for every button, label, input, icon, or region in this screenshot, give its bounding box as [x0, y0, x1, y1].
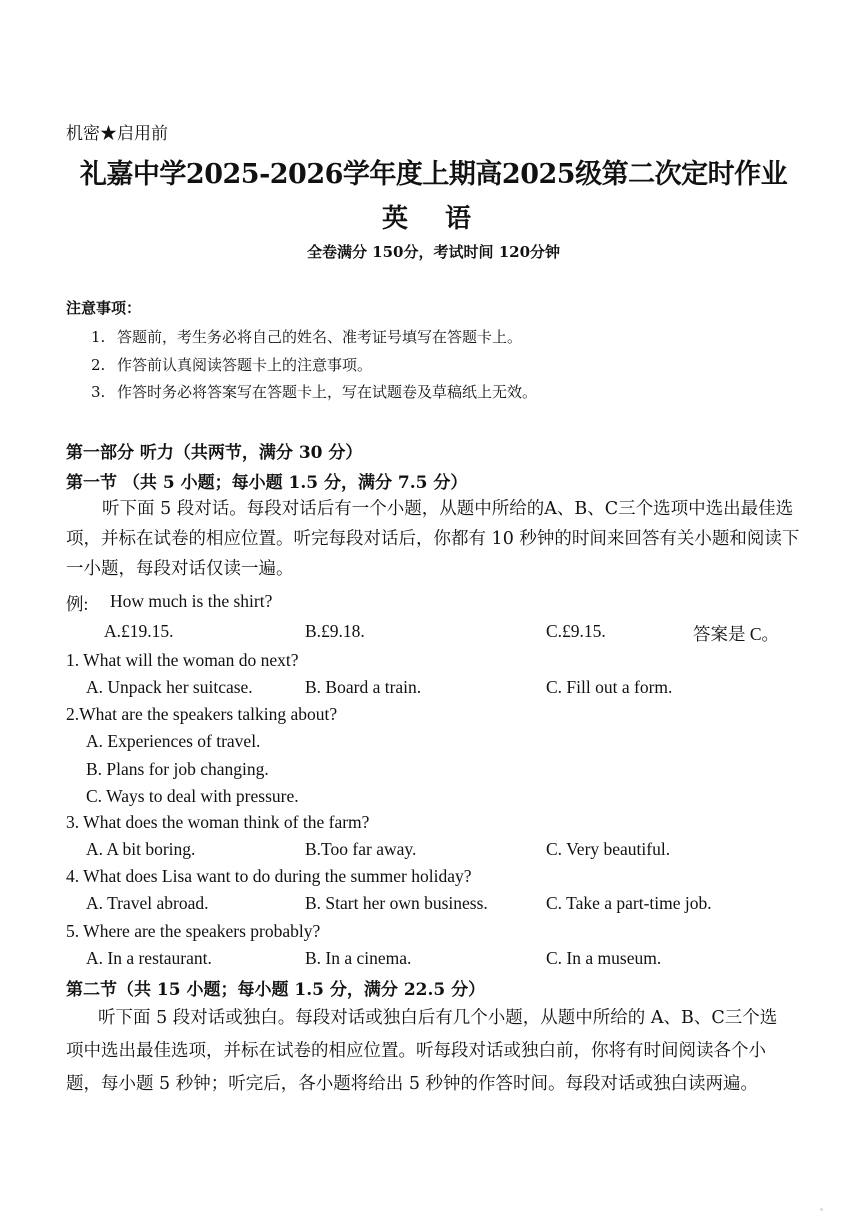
q5-option-a: A. In a restaurant.	[86, 948, 212, 968]
example-option-a: A.£19.15.	[104, 621, 174, 641]
question-3: 3. What does the woman think of the farm?	[66, 812, 370, 832]
q2-option-c: C. Ways to deal with pressure.	[86, 786, 299, 806]
q5-option-b: B. In a cinema.	[305, 948, 412, 968]
example-answer: 答案是 C。	[693, 624, 780, 644]
q1-option-b: B. Board a train.	[305, 677, 422, 697]
q3-option-b: B.Too far away.	[305, 839, 417, 859]
example-option-b: B.£9.18.	[305, 621, 365, 641]
note-number: 1.	[91, 328, 106, 346]
example-question: How much is the shirt?	[110, 591, 273, 611]
section1-instructions: 听下面 5 段对话。每段对话后有一个小题，从题中所给的A、B、C三个选项中选出最佳选项，并标在试卷的相应位置。听完每段对话后，你都有 10 秒钟的时间来回答有关小题和阅读下一小题，每段对话仅读一遍。	[66, 499, 800, 579]
subject-title: 英 语	[381, 204, 486, 234]
note-text: 作答前认真阅读答题卡上的注意事项。	[117, 356, 373, 374]
q5-option-c: C. In a museum.	[546, 948, 662, 968]
q4-option-a: A. Travel abroad.	[86, 893, 209, 913]
part1-heading: 第一部分 听力（共两节，满分 30 分）	[66, 443, 363, 463]
exam-title: 礼嘉中学2025-2026学年度上期高2025级第二次定时作业	[79, 159, 788, 190]
note-number: 3.	[91, 383, 106, 401]
question-2: 2.What are the speakers talking about?	[66, 704, 338, 724]
example-option-c: C.£9.15.	[546, 621, 606, 641]
note-item	[91, 354, 372, 375]
note-number: 2.	[91, 356, 106, 374]
note-item	[91, 326, 522, 347]
question-5: 5. Where are the speakers probably?	[66, 921, 321, 941]
section2-heading: 第二节（共 15 小题；每小题 1.5 分，满分 22.5 分）	[66, 980, 486, 1000]
note-text: 答题前，考生务必将自己的姓名、准考证号填写在答题卡上。	[117, 328, 523, 346]
q4-option-c: C. Take a part-time job.	[546, 893, 712, 913]
question-4: 4. What does Lisa want to do during the summer holiday?	[66, 866, 472, 886]
q2-option-a: A. Experiences of travel.	[86, 731, 261, 751]
note-item	[91, 381, 537, 402]
notes-heading: 注意事项：	[66, 299, 142, 317]
section2-instructions: 听下面 5 段对话或独白。每段对话或独白后有几个小题，从题中所给的 A、B、C三个选项中选出最佳选项，并标在试卷的相应位置。听每段对话或独白前，你将有时间阅读各个小题，每小题 5 秒钟；听完后，各小题将给出 5 秒钟的作答时间。每段对话或独白读两遍。	[66, 1008, 778, 1094]
q3-option-c: C. Very beautiful.	[546, 839, 671, 859]
note-text: 作答时务必将答案写在答题卡上，写在试题卷及草稿纸上无效。	[117, 383, 538, 401]
scan-speck	[820, 1208, 823, 1211]
q1-option-a: A. Unpack her suitcase.	[86, 677, 253, 697]
q1-option-c: C. Fill out a form.	[546, 677, 673, 697]
q3-option-a: A. A bit boring.	[86, 839, 196, 859]
score-time: 全卷满分 150分，考试时间 120分钟	[306, 243, 561, 261]
confidential-label: 机密★启用前	[66, 124, 168, 144]
q2-option-b: B. Plans for job changing.	[86, 759, 269, 779]
example-label: 例:	[66, 594, 89, 614]
section1-heading: 第一节 （共 5 小题；每小题 1.5 分，满分 7.5 分）	[66, 473, 468, 493]
question-1: 1. What will the woman do next?	[66, 650, 299, 670]
q4-option-b: B. Start her own business.	[305, 893, 488, 913]
